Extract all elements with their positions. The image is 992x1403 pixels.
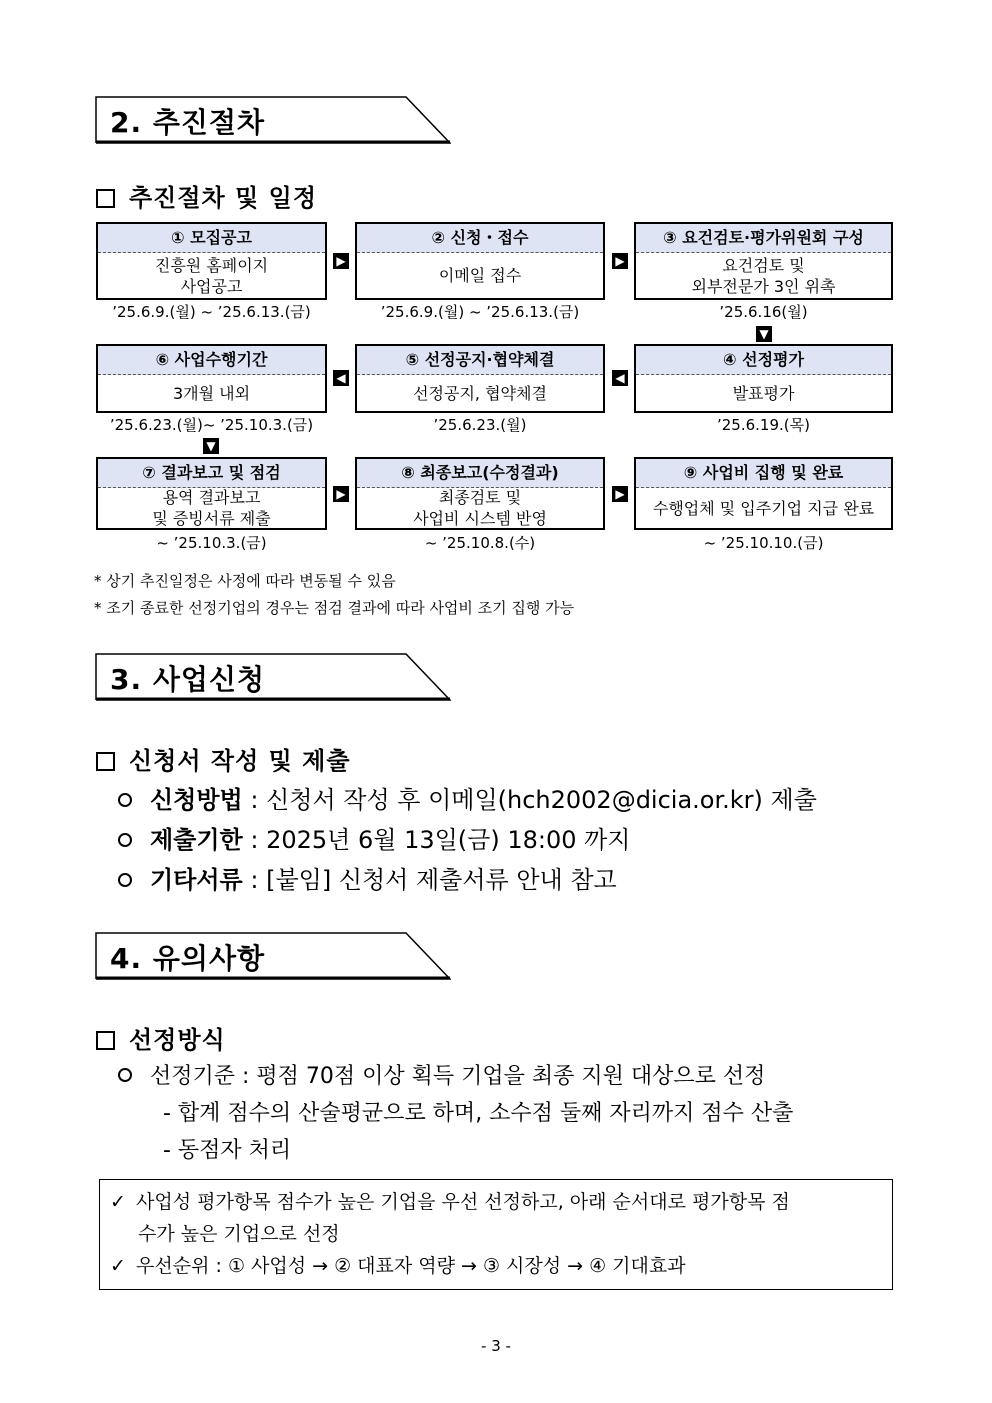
step-5-box [355, 344, 605, 413]
step-8-date: ~ ’25.10.8.(수) [424, 534, 536, 552]
square-bullet-icon [96, 189, 115, 208]
step-8-box [355, 457, 605, 530]
square-bullet-icon [96, 752, 115, 771]
step-6-date: ’25.6.23.(월)~ ’25.10.3.(금) [109, 416, 314, 434]
step-title: ⑦ 결과보고 및 점검 [98, 459, 325, 488]
step-body-line: 발표평가 [732, 383, 795, 403]
subheading-schedule: 추진절차 및 일정 [96, 178, 317, 213]
step-body-line: 이메일 접수 [438, 266, 522, 285]
step-title: ⑥ 사업수행기간 [98, 346, 325, 375]
square-bullet-icon [96, 1031, 115, 1050]
apply-other-docs: 기타서류 : [붙임] 신청서 제출서류 안내 참고 [118, 860, 617, 895]
step-body-line: 최종검토 및 [438, 488, 522, 507]
section-title: 4. 유의사항 [110, 942, 266, 975]
step-title: ③ 요건검토·평가위원회 구성 [636, 224, 891, 253]
step-body-line: 및 증빙서류 제출 [152, 509, 271, 528]
arrow-left-icon: ◀ [333, 370, 349, 386]
arrow-left-icon: ◀ [612, 370, 628, 386]
step-body-line: 사업비 시스템 반영 [413, 509, 547, 528]
circle-bullet-icon [118, 873, 132, 887]
selection-sub-tie: - 동점자 처리 [163, 1138, 292, 1163]
check-icon: ✓ [110, 1191, 126, 1213]
step-body-line: 진흥원 홈페이지 [154, 255, 269, 275]
check-item-cont: 수가 높은 기업으로 선정 [138, 1223, 340, 1245]
check-icon: ✓ [110, 1255, 126, 1277]
circle-bullet-icon [118, 1068, 132, 1082]
arrow-right-icon: ▶ [333, 253, 349, 269]
apply-deadline: 제출기한 : 2025년 6월 13일(금) 18:00 까지 [118, 820, 631, 855]
step-1-box [96, 222, 327, 300]
step-6-box [96, 344, 327, 413]
section-heading-3 [95, 653, 451, 701]
step-title: ④ 선정평가 [636, 346, 891, 375]
step-body-line: 외부전문가 3인 위촉 [691, 276, 836, 296]
circle-bullet-icon [118, 833, 132, 847]
step-title: ① 모집공고 [98, 224, 325, 253]
step-4-date: ’25.6.19.(목) [717, 416, 810, 434]
step-1-date: ’25.6.9.(월) ~ ’25.6.13.(금) [112, 303, 311, 321]
arrow-right-icon: ▶ [612, 486, 628, 502]
page-number: - 3 - [481, 1337, 511, 1355]
step-7-box [96, 457, 327, 530]
step-9-box [634, 457, 893, 530]
step-body-line: 3개월 내외 [172, 383, 251, 403]
subheading-application: 신청서 작성 및 제출 [96, 741, 351, 776]
tie-break-box [99, 1179, 893, 1290]
section-title: 2. 추진절차 [110, 106, 266, 139]
arrow-down-icon: ▼ [203, 438, 219, 454]
apply-method: 신청방법 : 신청서 작성 후 이메일(hch2002@dicia.or.kr) 제출 [118, 780, 817, 815]
step-title: ② 신청・접수 [357, 224, 603, 253]
selection-sub-average: - 합계 점수의 산술평균으로 하며, 소수점 둘째 자리까지 점수 산출 [163, 1101, 794, 1126]
check-item: ✓ 우선순위 : ① 사업성 → ② 대표자 역량 → ③ 시장성 → ④ 기대효과 [110, 1250, 686, 1282]
check-item: ✓ 사업성 평가항목 점수가 높은 기업을 우선 선정하고, 아래 순서대로 평가항목 점 [110, 1186, 790, 1218]
circle-bullet-icon [118, 793, 132, 807]
step-body-line: 용역 결과보고 [162, 488, 261, 507]
section-heading-2 [95, 96, 451, 144]
step-9-date: ~ ’25.10.10.(금) [703, 534, 824, 552]
step-2-date: ’25.6.9.(월) ~ ’25.6.13.(금) [380, 303, 580, 321]
step-body-line: 선정공지, 협약체결 [413, 383, 547, 403]
arrow-right-icon: ▶ [612, 253, 628, 269]
selection-criterion: 선정기준 : 평점 70점 이상 획득 기업을 최종 지원 대상으로 선정 [118, 1059, 765, 1090]
step-title: ⑨ 사업비 집행 및 완료 [636, 459, 891, 488]
step-3-box [634, 222, 893, 300]
step-5-date: ’25.6.23.(월) [433, 416, 527, 434]
step-body-line: 사업공고 [180, 276, 243, 296]
step-title: ⑧ 최종보고(수정결과) [357, 459, 603, 488]
subheading-selection: 선정방식 [96, 1020, 226, 1055]
schedule-note: * 조기 종료한 선정기업의 경우는 점검 결과에 따라 사업비 조기 집행 가능 [94, 599, 575, 617]
step-7-date: ~ ’25.10.3.(금) [156, 534, 267, 552]
step-2-box [355, 222, 605, 300]
step-3-date: ’25.6.16(월) [719, 303, 808, 321]
step-body-line: 요건검토 및 [722, 255, 805, 275]
section-heading-4 [95, 932, 451, 980]
arrow-down-icon: ▼ [756, 326, 772, 342]
section-title: 3. 사업신청 [110, 663, 266, 696]
arrow-right-icon: ▶ [333, 486, 349, 502]
step-body-line: 수행업체 및 입주기업 지급 완료 [652, 498, 875, 518]
step-4-box [634, 344, 893, 413]
schedule-note: * 상기 추진일정은 사정에 따라 변동될 수 있음 [94, 572, 396, 590]
step-title: ⑤ 선정공지·협약체결 [357, 346, 603, 375]
